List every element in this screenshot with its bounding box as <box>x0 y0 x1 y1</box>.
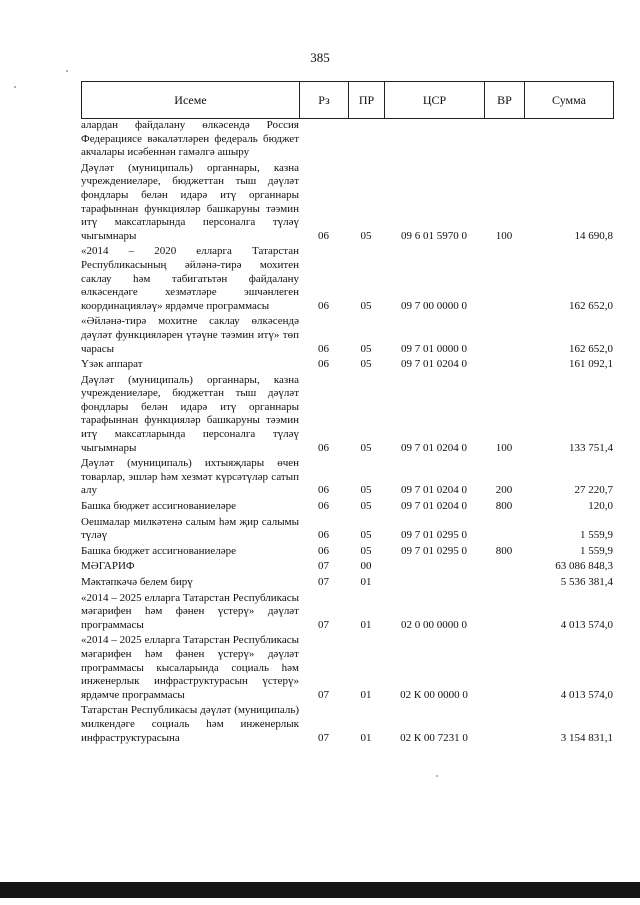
row-rz: 06 <box>318 441 329 454</box>
table-row <box>81 576 613 590</box>
row-name: алардан файдалану өлкәсендә Россия Федерациясе вәкаләтләрен федераль бюджет акчалары исәбеннән гамәлгә ашыру <box>81 119 299 159</box>
row-csr: 09 6 01 5970 0 <box>401 229 467 242</box>
header-rz: Рз <box>300 82 349 119</box>
row-rz: 07 <box>318 618 329 631</box>
row-name: Дәүләт (муниципаль) органнары, казна учреждениеләре, бюджеттан тыш дәүләт фондлары белән идарә итү органнары тарафыннан функцияләр башкаруны тәэмин итү максатларында персоналга түләү чыгымнары <box>81 373 299 454</box>
row-name: Татарстан Республикасы дәүләт (муниципаль) милкендәге социаль һәм инженерлык инфраструктурасына <box>81 704 299 744</box>
row-sum: 63 086 848,3 <box>555 560 613 573</box>
row-rz: 06 <box>318 342 329 355</box>
row-sum: 27 220,7 <box>574 484 613 497</box>
table-row <box>81 704 613 745</box>
table-row <box>81 560 613 574</box>
row-vr: 100 <box>495 229 513 242</box>
table-row <box>81 516 613 543</box>
row-vr: 200 <box>495 484 513 497</box>
scan-speck <box>66 70 68 72</box>
row-pr: 05 <box>360 500 372 513</box>
row-sum: 133 751,4 <box>569 441 613 454</box>
row-name: Үзәк аппарат <box>81 358 143 371</box>
table-row <box>81 500 613 514</box>
row-rz: 06 <box>318 299 329 312</box>
row-name: Оешмалар милкәтенә салым һәм җир салымы түләү <box>81 515 299 542</box>
page-number: 385 <box>310 50 330 65</box>
table-row <box>81 634 613 702</box>
row-name: «2014 – 2025 елларга Татарстан Республикасы мәгарифен һәм фәнен үстерү» дәүләт программасы <box>81 591 299 631</box>
row-csr: 09 7 01 0204 0 <box>401 500 467 513</box>
row-pr: 05 <box>360 529 372 542</box>
header-pr: ПР <box>349 82 385 119</box>
row-sum: 5 536 381,4 <box>560 576 613 588</box>
row-sum: 1 559,9 <box>580 544 613 557</box>
row-rz: 07 <box>318 576 329 588</box>
row-sum: 120,0 <box>588 500 613 513</box>
row-pr: 05 <box>360 544 372 557</box>
table-row <box>81 545 613 559</box>
row-name: Дәүләт (муниципаль) ихтыяҗлары өчен товарлар, эшләр һәм хезмәт күрсәтүләр сатып алу <box>81 457 299 497</box>
row-csr: 09 7 01 0204 0 <box>401 484 467 497</box>
row-name: «Әйләнә-тирә мохитне саклау өлкәсендә дәүләт функцияләрен үтәүне тәэмин итү» төп чарасы <box>81 315 299 355</box>
row-sum: 3 154 831,1 <box>560 731 613 744</box>
row-csr: 09 7 01 0000 0 <box>401 342 467 355</box>
table-header <box>81 81 614 119</box>
table-row <box>81 245 613 313</box>
row-csr: 09 7 01 0204 0 <box>401 358 467 371</box>
row-rz: 06 <box>318 529 329 542</box>
row-pr: 05 <box>360 299 372 312</box>
header-name: Исеме <box>82 82 300 119</box>
row-name: МӘГАРИФ <box>81 560 135 573</box>
table-row <box>81 162 613 244</box>
table-row <box>81 592 613 633</box>
row-pr: 01 <box>360 618 372 631</box>
row-rz: 07 <box>318 688 329 701</box>
row-csr: 09 7 01 0295 0 <box>401 544 467 557</box>
row-rz: 06 <box>318 484 329 497</box>
table-body <box>81 119 613 747</box>
row-rz: 07 <box>318 731 329 744</box>
row-name: «2014 – 2025 елларга Татарстан Республикасы мәгарифен һәм фәнен үстерү» дәүләт программасы кысаларында социаль һәм инженерлык инфраструктурасын үстерү» ярдәмче программасы <box>81 634 299 701</box>
scan-edge-bar <box>0 882 640 898</box>
scan-speck <box>14 86 16 88</box>
row-rz: 06 <box>318 358 329 371</box>
row-pr: 05 <box>360 342 372 355</box>
row-csr: 02 К 00 7231 0 <box>400 731 468 744</box>
table-row <box>81 374 613 456</box>
row-name: Мәктәпкәчә белем бирү <box>81 576 193 588</box>
row-sum: 4 013 574,0 <box>560 618 613 631</box>
row-name: «2014 – 2020 елларга Татарстан Республикасының әйләнә-тирә мохитен саклау һәм табигатьтән файдалану өлкәсендәге хезмәтләре эшчәнлеген координацияләү» ярдәмче программасы <box>81 245 299 312</box>
row-sum: 161 092,1 <box>569 358 613 371</box>
row-sum: 162 652,0 <box>569 299 613 312</box>
row-name: Башка бюджет ассигнованиеләре <box>81 544 236 557</box>
row-csr: 02 0 00 0000 0 <box>401 618 467 631</box>
row-vr: 100 <box>495 441 513 454</box>
table-row <box>81 119 613 160</box>
row-sum: 1 559,9 <box>580 529 613 542</box>
row-pr: 05 <box>360 358 372 371</box>
row-csr: 09 7 01 0295 0 <box>401 529 467 542</box>
row-pr: 05 <box>360 484 372 497</box>
row-pr: 01 <box>360 688 372 701</box>
row-pr: 00 <box>360 560 372 573</box>
header-csr: ЦСР <box>385 82 485 119</box>
table-row <box>81 457 613 498</box>
row-sum: 162 652,0 <box>569 342 613 355</box>
row-csr: 09 7 01 0204 0 <box>401 441 467 454</box>
row-rz: 06 <box>318 500 329 513</box>
row-pr: 01 <box>360 576 372 588</box>
row-vr: 800 <box>495 500 513 513</box>
scan-speck <box>436 775 438 777</box>
row-pr: 05 <box>360 229 372 242</box>
row-rz: 06 <box>318 229 329 242</box>
row-sum: 14 690,8 <box>574 229 613 242</box>
row-pr: 01 <box>360 731 372 744</box>
row-csr: 02 К 00 0000 0 <box>400 688 468 701</box>
row-name: Дәүләт (муниципаль) органнары, казна учреждениеләре, бюджеттан тыш дәүләт фондлары белән идарә итү органнары тарафыннан функцияләр башкаруны тәэмин итү максатларында персоналга түләү чыгымнары <box>81 161 299 242</box>
row-name: Башка бюджет ассигнованиеләре <box>81 500 236 513</box>
row-pr: 05 <box>360 441 372 454</box>
row-csr: 09 7 00 0000 0 <box>401 299 467 312</box>
header-vr: ВР <box>485 82 525 119</box>
table-row <box>81 358 613 372</box>
row-vr: 800 <box>495 544 513 557</box>
row-rz: 07 <box>318 560 329 573</box>
row-sum: 4 013 574,0 <box>560 688 613 701</box>
header-sum: Сумма <box>525 82 614 119</box>
table-row <box>81 315 613 356</box>
row-rz: 06 <box>318 544 329 557</box>
